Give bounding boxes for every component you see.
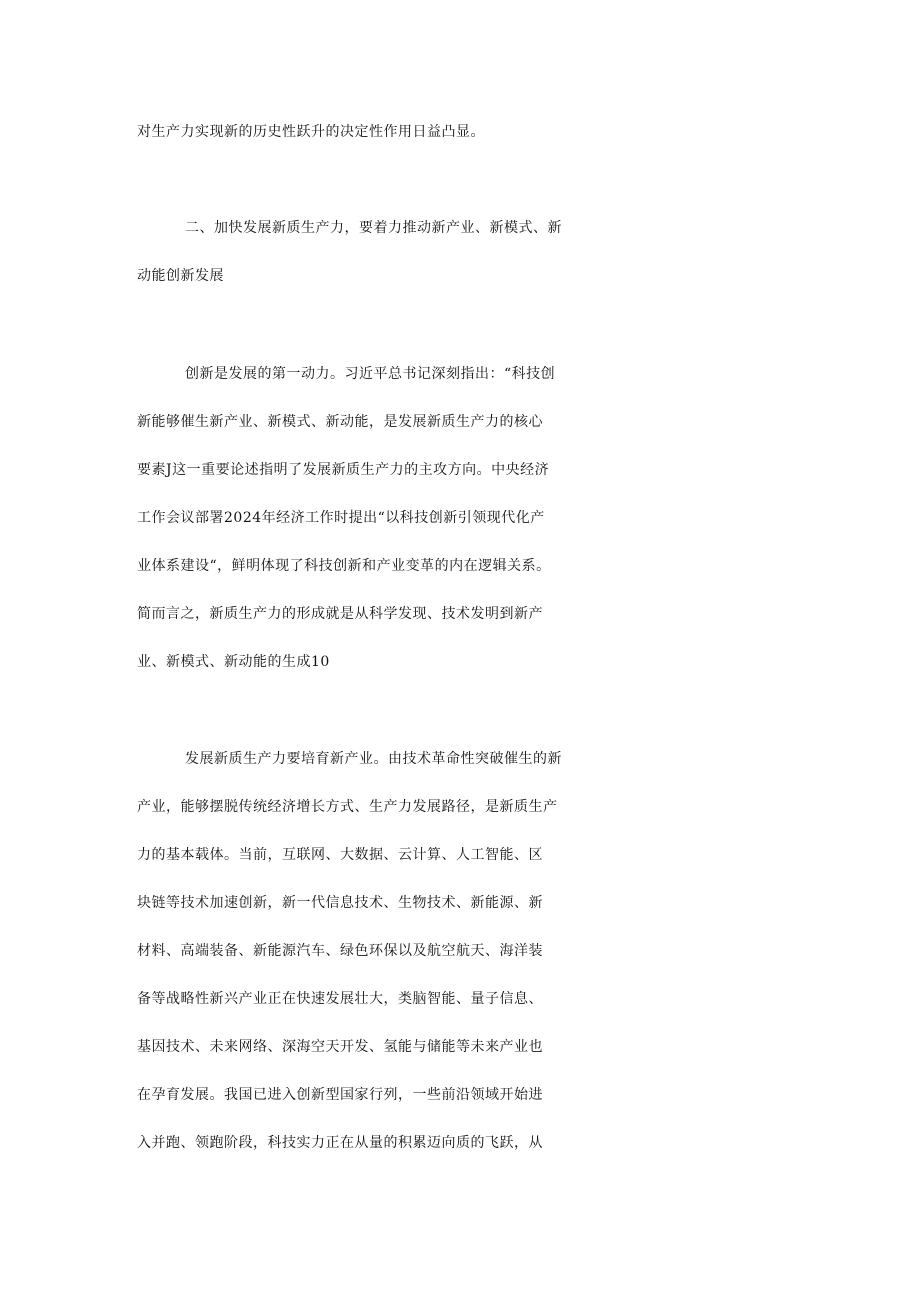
paragraph-line: 业、新模式、新动能的生成10 [137, 654, 330, 670]
paragraph-line: 工作会议部署2024年经济工作时提出“以科技创新引领现代化产 [137, 510, 545, 526]
paragraph-line: 块链等技术加速创新，新一代信息技术、生物技术、新能源、新 [137, 895, 543, 911]
paragraph-line: 力的基本载体。当前，互联网、大数据、云计算、人工智能、区 [137, 847, 543, 863]
paragraph-line: 新能够催生新产业、新模式、新动能，是发展新质生产力的核心 [137, 414, 543, 430]
paragraph-line: 产业，能够摆脱传统经济增长方式、生产力发展路径，是新质生产 [137, 799, 558, 815]
paragraph-line: 基因技术、未来网络、深海空天开发、氢能与储能等未来产业也 [137, 1039, 543, 1055]
paragraph-line: 创新是发展的第一动力。习近平总书记深刻指出：“科技创 [185, 366, 556, 382]
paragraph-line: 对生产力实现新的历史性跃升的决定性作用日益凸显。 [137, 124, 485, 140]
paragraph-line: 入并跑、领跑阶段，科技实力正在从量的积累迈向质的飞跃，从 [137, 1135, 543, 1151]
section-heading-line: 动能创新发展 [137, 268, 224, 284]
paragraph-line: 备等战略性新兴产业正在快速发展壮大，类脑智能、量子信息、 [137, 991, 543, 1007]
paragraph-line: 业体系建设“，鲜明体现了科技创新和产业变革的内在逻辑关系。 [137, 558, 551, 574]
section-heading-line: 二、加快发展新质生产力，要着力推动新产业、新模式、新 [185, 220, 562, 236]
paragraph-line: 要素J这一重要论述指明了发展新质生产力的主攻方向。中央经济 [137, 462, 550, 478]
paragraph-line: 发展新质生产力要培育新产业。由技术革命性突破催生的新 [185, 751, 562, 767]
paragraph-line: 简而言之，新质生产力的形成就是从科学发现、技术发明到新产 [137, 606, 543, 622]
paragraph-line: 材料、高端装备、新能源汽车、绿色环保以及航空航天、海洋装 [137, 943, 543, 959]
paragraph-line: 在孕育发展。我国已进入创新型国家行列，一些前沿领域开始进 [137, 1087, 543, 1103]
